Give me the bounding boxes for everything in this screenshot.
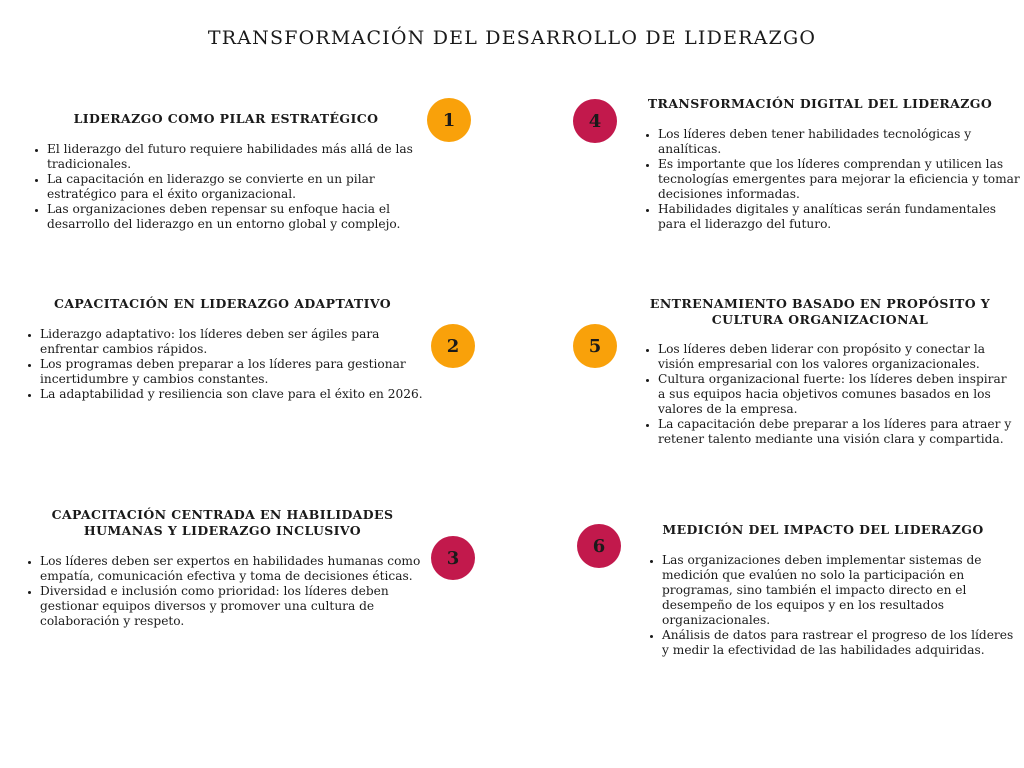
- list-item: • Las organizaciones deben implementar sistemas de medición que evalúen no solo la participación en programas, sino también el impacto directo en el desempeño de los equipos y en los resultados organizacionales.: [662, 553, 1020, 628]
- list-item: • Los líderes deben tener habilidades tecnológicas y analíticas.: [658, 127, 1020, 157]
- section-5-heading: ENTRENAMIENTO BASADO EN PROPÓSITO Y CULTURA ORGANIZACIONAL: [649, 296, 991, 327]
- section-2-heading: CAPACITACIÓN EN LIDERAZGO ADAPTATIVO: [53, 296, 392, 311]
- number-badge-2: 2: [431, 324, 475, 368]
- list-item: • Las organizaciones deben repensar su enfoque hacia el desarrollo del liderazgo en un entorno global y complejo.: [47, 202, 442, 232]
- list-item: • La capacitación en liderazgo se convierte en un pilar estratégico para el éxito organizacional.: [47, 172, 442, 202]
- section-2-list: [28, 327, 440, 402]
- page-title: TRANSFORMACIÓN DEL DESARROLLO DE LIDERAZGO: [207, 27, 817, 49]
- list-item: • Análisis de datos para rastrear el progreso de los líderes y medir la efectividad de las habilidades adquiridas.: [662, 628, 1020, 658]
- list-item: • Es importante que los líderes comprendan y utilicen las tecnologías emergentes para mejorar la eficiencia y tomar decisiones informadas.: [658, 157, 1020, 202]
- section-4-heading: TRANSFORMACIÓN DIGITAL DEL LIDERAZGO: [647, 96, 993, 111]
- list-item: • Los líderes deben liderar con propósito y conectar la visión empresarial con los valores organizacionales.: [658, 342, 1013, 372]
- section-1-list: [35, 142, 442, 232]
- list-item: • El liderazgo del futuro requiere habilidades más allá de las tradicionales.: [47, 142, 442, 172]
- number-badge-1: 1: [427, 98, 471, 142]
- list-item: • La capacitación debe preparar a los líderes para atraer y retener talento mediante una visión clara y compartida.: [658, 417, 1013, 447]
- section-5-list: [646, 342, 1013, 447]
- section-1-heading: LIDERAZGO COMO PILAR ESTRATÉGICO: [73, 111, 379, 126]
- section-6-heading: MEDICIÓN DEL IMPACTO DEL LIDERAZGO: [662, 522, 984, 537]
- list-item: • Liderazgo adaptativo: los líderes deben ser ágiles para enfrentar cambios rápidos.: [40, 327, 440, 357]
- section-3-heading: CAPACITACIÓN CENTRADA EN HABILIDADES HUMANAS Y LIDERAZGO INCLUSIVO: [51, 507, 394, 538]
- list-item: • Los programas deben preparar a los líderes para gestionar incertidumbre y cambios constantes.: [40, 357, 440, 387]
- list-item: • Diversidad e inclusión como prioridad: los líderes deben gestionar equipos diversos y promover una cultura de colaboración y respeto.: [40, 584, 440, 629]
- section-3-list: [28, 554, 440, 629]
- list-item: • Los líderes deben ser expertos en habilidades humanas como empatía, comunicación efectiva y toma de decisiones éticas.: [40, 554, 440, 584]
- list-item: • Habilidades digitales y analíticas serán fundamentales para el liderazgo del futuro.: [658, 202, 1020, 232]
- number-badge-6: 6: [577, 524, 621, 568]
- number-badge-5: 5: [573, 324, 617, 368]
- list-item: • La adaptabilidad y resiliencia son clave para el éxito en 2026.: [40, 387, 440, 402]
- list-item: • Cultura organizacional fuerte: los líderes deben inspirar a sus equipos hacia objetivos comunes basados en los valores de la empresa.: [658, 372, 1013, 417]
- number-badge-3: 3: [431, 536, 475, 580]
- section-4-list: [646, 127, 1020, 232]
- number-badge-4: 4: [573, 99, 617, 143]
- section-6-list: [650, 553, 1020, 658]
